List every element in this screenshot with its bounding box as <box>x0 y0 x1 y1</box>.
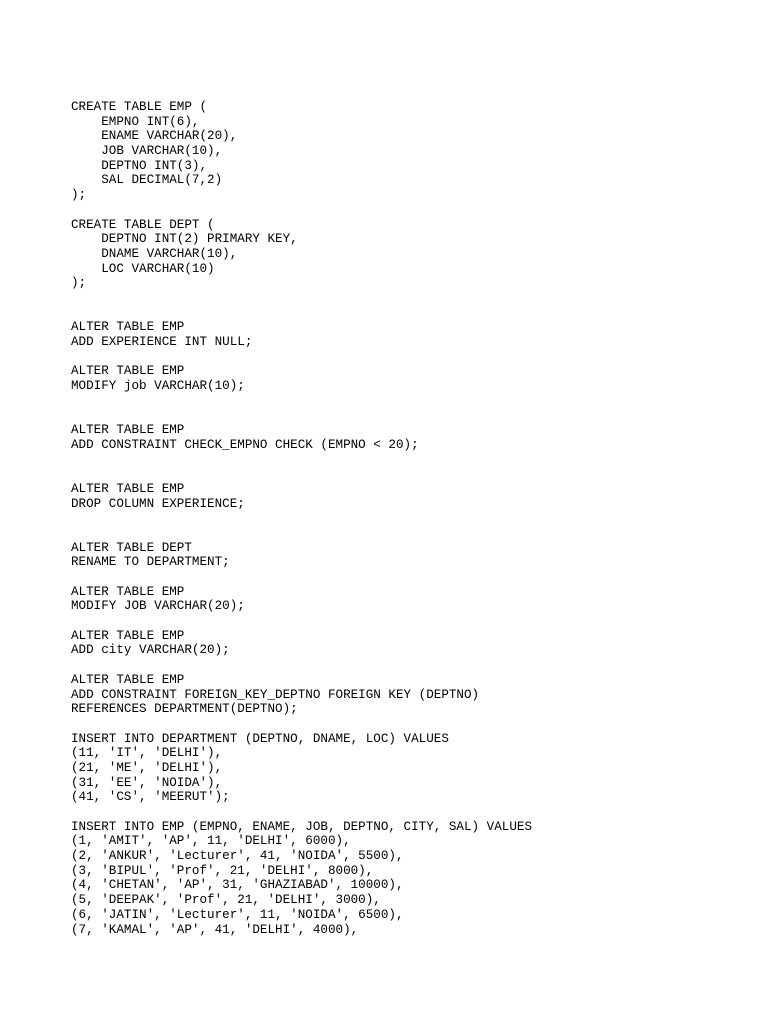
code-line: ); <box>71 188 87 203</box>
code-line: ADD CONSTRAINT CHECK_EMPNO CHECK (EMPNO < 20); <box>71 437 419 452</box>
code-line: ALTER TABLE EMP <box>71 481 185 496</box>
code-line: (2, 'ANKUR', 'Lecturer', 41, 'NOIDA', 5500), <box>71 849 404 864</box>
code-line: CREATE TABLE EMP ( <box>71 100 208 114</box>
sql-statement-insert-emp <box>71 820 751 938</box>
blank-line <box>71 350 751 365</box>
code-line: SAL DECIMAL(7,2) <box>71 173 223 188</box>
code-line: ALTER TABLE EMP <box>71 320 185 335</box>
code-line: DROP COLUMN EXPERIENCE; <box>71 496 245 511</box>
code-line: RENAME TO DEPARTMENT; <box>71 555 230 570</box>
code-line: ENAME VARCHAR(20), <box>71 129 238 144</box>
code-line: (3, 'BIPUL', 'Prof', 21, 'DELHI', 8000), <box>71 863 374 878</box>
code-line: ); <box>71 276 87 291</box>
code-line: JOB VARCHAR(10), <box>71 144 223 159</box>
blank-line <box>71 717 751 732</box>
code-line: ALTER TABLE EMP <box>71 423 185 438</box>
code-line: MODIFY job VARCHAR(10); <box>71 379 245 394</box>
code-line: ADD city VARCHAR(20); <box>71 643 230 658</box>
sql-document <box>71 100 751 937</box>
sql-statement-alter-add-check-empno <box>71 423 751 452</box>
code-line: ALTER TABLE EMP <box>71 364 185 379</box>
code-line: ADD EXPERIENCE INT NULL; <box>71 335 253 349</box>
code-line: ALTER TABLE EMP <box>71 628 185 643</box>
sql-statement-alter-add-foreign-key <box>71 673 751 717</box>
code-line: (4, 'CHETAN', 'AP', 31, 'GHAZIABAD', 10000), <box>71 878 404 893</box>
code-line: (7, 'KAMAL', 'AP', 41, 'DELHI', 4000), <box>71 922 359 937</box>
code-line: (11, 'IT', 'DELHI'), <box>71 746 223 761</box>
code-line: (6, 'JATIN', 'Lecturer', 11, 'NOIDA', 6500), <box>71 907 404 922</box>
code-line: LOC VARCHAR(10) <box>71 261 215 276</box>
sql-statement-alter-modify-job-10 <box>71 364 751 393</box>
blank-line <box>71 467 751 482</box>
sql-statement-alter-modify-job-20 <box>71 585 751 614</box>
code-line: DEPTNO INT(3), <box>71 158 208 173</box>
code-line: (5, 'DEEPAK', 'Prof', 21, 'DELHI', 3000), <box>71 893 381 908</box>
blank-line <box>71 658 751 673</box>
code-line: ALTER TABLE EMP <box>71 672 185 687</box>
code-line: DEPTNO INT(2) PRIMARY KEY, <box>71 232 298 247</box>
blank-line <box>71 203 751 218</box>
code-line: INSERT INTO EMP (EMPNO, ENAME, JOB, DEPTNO, CITY, SAL) VALUES <box>71 819 533 834</box>
blank-line <box>71 394 751 409</box>
code-line: EMPNO INT(6), <box>71 114 200 129</box>
sql-statement-alter-add-experience <box>71 320 751 349</box>
code-line: CREATE TABLE DEPT ( <box>71 217 215 232</box>
blank-line <box>71 614 751 629</box>
blank-line <box>71 453 751 468</box>
sql-statement-create-table-dept <box>71 218 751 291</box>
code-line: MODIFY JOB VARCHAR(20); <box>71 599 245 614</box>
code-line: (21, 'ME', 'DELHI'), <box>71 760 223 775</box>
blank-line <box>71 805 751 820</box>
code-line: ADD CONSTRAINT FOREIGN_KEY_DEPTNO FOREIGN KEY (DEPTNO) <box>71 687 480 702</box>
sql-statement-alter-add-city <box>71 629 751 658</box>
code-line: DNAME VARCHAR(10), <box>71 246 238 261</box>
code-line: (31, 'EE', 'NOIDA'), <box>71 775 223 790</box>
code-line: REFERENCES DEPARTMENT(DEPTNO); <box>71 702 298 717</box>
blank-line <box>71 511 751 526</box>
blank-line <box>71 306 751 321</box>
sql-statement-alter-drop-experience <box>71 482 751 511</box>
code-line: ALTER TABLE EMP <box>71 584 185 599</box>
blank-line <box>71 526 751 541</box>
code-line: ALTER TABLE DEPT <box>71 540 192 555</box>
blank-line <box>71 570 751 585</box>
sql-statement-create-table-emp <box>71 100 751 203</box>
sql-statement-alter-rename-dept <box>71 541 751 570</box>
code-line: (41, 'CS', 'MEERUT'); <box>71 790 230 805</box>
code-line: (1, 'AMIT', 'AP', 11, 'DELHI', 6000), <box>71 834 351 849</box>
code-line: INSERT INTO DEPARTMENT (DEPTNO, DNAME, LOC) VALUES <box>71 731 449 746</box>
sql-statement-insert-department <box>71 732 751 805</box>
blank-line <box>71 291 751 306</box>
blank-line <box>71 408 751 423</box>
